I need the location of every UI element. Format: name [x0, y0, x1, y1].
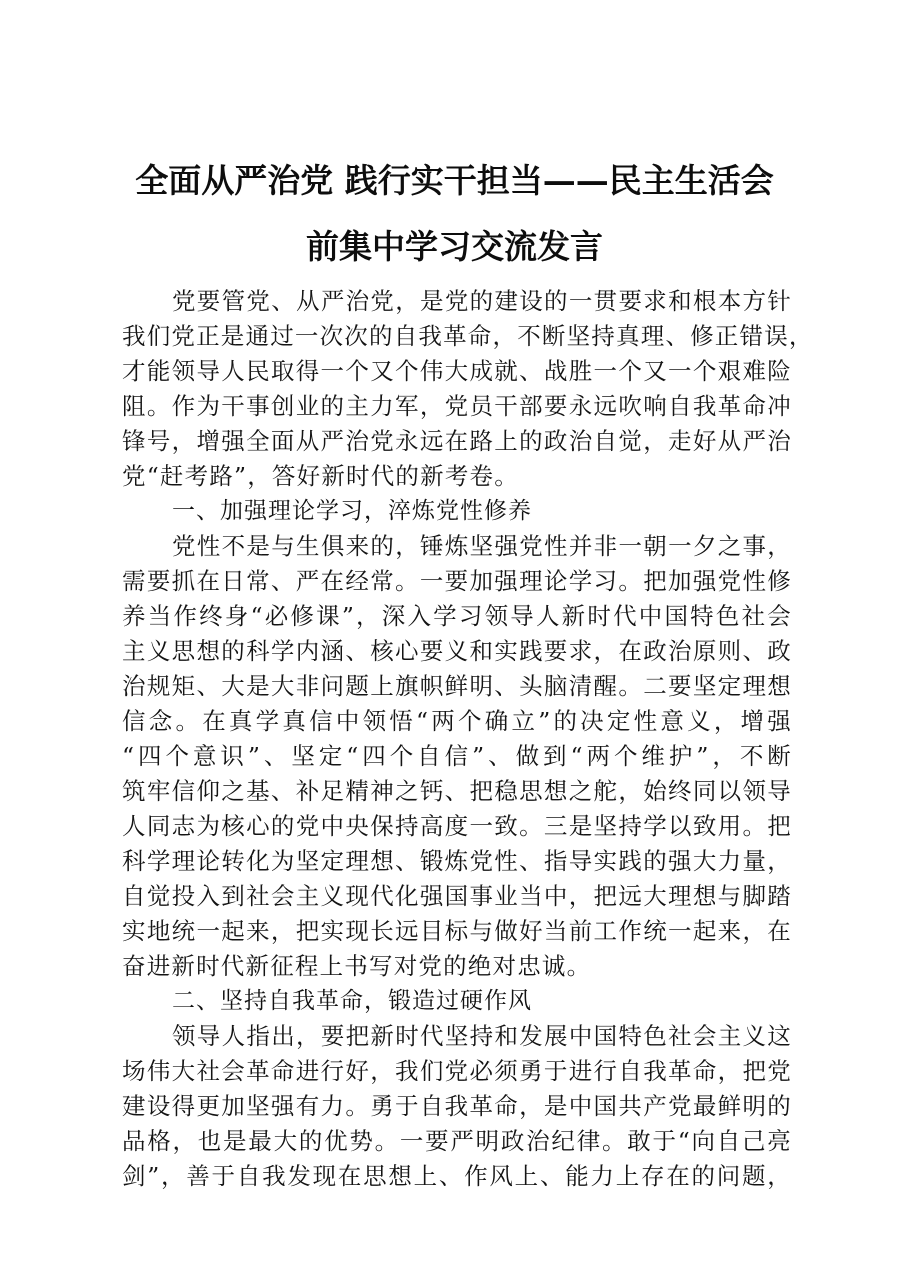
section-1-line: 信念。在真学真信中领悟“两个确立”的决定性意义，增强 [122, 707, 792, 735]
section-1-line: 党性不是与生俱来的，锤炼坚强党性并非一朝一夕之事， [172, 532, 792, 560]
section-2-line: 品格，也是最大的优势。一要严明政治纪律。敢于“向自己亮 [122, 1127, 792, 1155]
section-1-line: 实地统一起来，把实现长远目标与做好当前工作统一起来，在 [122, 917, 792, 945]
section-1-line: 治规矩、大是大非问题上旗帜鲜明、头脑清醒。二要坚定理想 [122, 672, 792, 700]
section-1-heading: 一、加强理论学习，淬炼党性修养 [172, 498, 532, 524]
document-title-line-1: 全面从严治党 践行实干担当——民主生活会 [135, 161, 774, 200]
intro-line: 党要管党、从严治党，是党的建设的一贯要求和根本方针 [172, 287, 792, 315]
section-1-line: 科学理论转化为坚定理想、锻炼党性、指导实践的强大力量， [122, 847, 792, 875]
section-2-line: 建设得更加坚强有力。勇于自我革命，是中国共产党最鲜明的 [122, 1092, 792, 1120]
intro-line: 锋号，增强全面从严治党永远在路上的政治自觉，走好从严治 [122, 427, 792, 455]
section-2-line: 场伟大社会革命进行好，我们党必须勇于进行自我革命，把党 [122, 1057, 792, 1085]
intro-line: 阻。作为干事创业的主力军，党员干部要永远吹响自我革命冲 [122, 392, 792, 420]
section-1-line: 主义思想的科学内涵、核心要义和实践要求，在政治原则、政 [122, 637, 792, 665]
section-1-line: 需要抓在日常、严在经常。一要加强理论学习。把加强党性修 [122, 567, 792, 595]
section-1-line: “四个意识”、坚定“四个自信”、做到“两个维护”，不断 [122, 742, 792, 770]
section-2-line: 领导人指出，要把新时代坚持和发展中国特色社会主义这 [172, 1022, 792, 1050]
section-2-line: 剑”，善于自我发现在思想上、作风上、能力上存在的问题， [122, 1162, 792, 1190]
section-1-line: 自觉投入到社会主义现代化强国事业当中，把远大理想与脚踏 [122, 882, 792, 910]
section-1-line: 筑牢信仰之基、补足精神之钙、把稳思想之舵，始终同以领导 [122, 777, 792, 805]
intro-line: 才能领导人民取得一个又个伟大成就、战胜一个又一个艰难险 [122, 357, 792, 385]
section-1-line: 奋进新时代新征程上书写对党的绝对忠诚。 [122, 952, 592, 980]
section-2-heading: 二、坚持自我革命，锻造过硬作风 [172, 988, 532, 1014]
intro-line: 我们党正是通过一次次的自我革命，不断坚持真理、修正错误， [122, 322, 814, 350]
document-title-line-2: 前集中学习交流发言 [306, 227, 603, 266]
intro-line: 党“赶考路”，答好新时代的新考卷。 [122, 462, 519, 490]
section-1-line: 养当作终身“必修课”，深入学习领导人新时代中国特色社会 [122, 602, 792, 630]
section-1-line: 人同志为核心的党中央保持高度一致。三是坚持学以致用。把 [122, 812, 792, 840]
